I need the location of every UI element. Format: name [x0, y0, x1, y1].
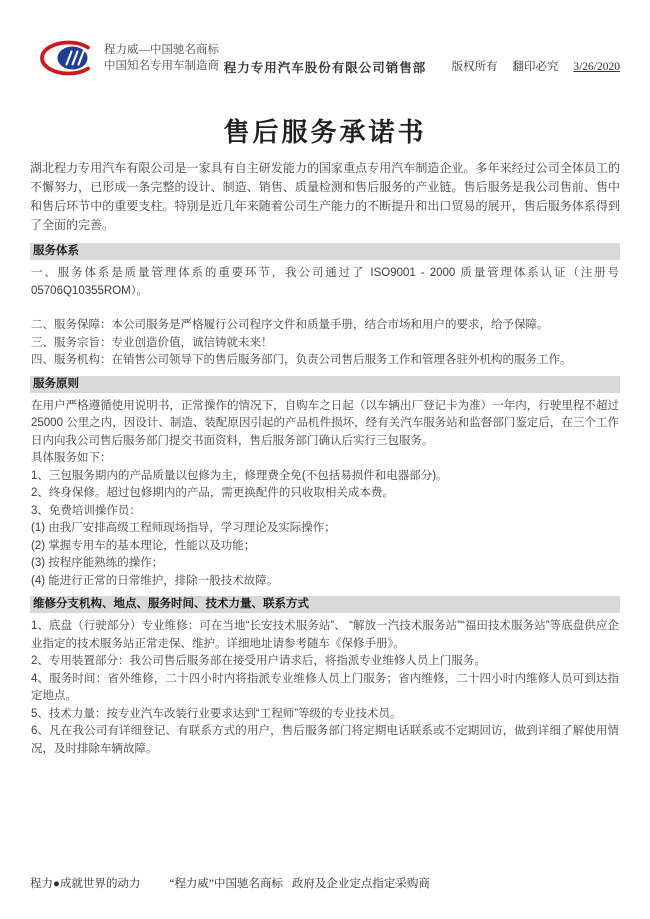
section-line: 6、凡在我公司有详细登记、有联系方式的用户，售后服务部门将定期电话联系或不定期回访，做到详细了解使用情况，及时排除车辆故障。: [31, 725, 619, 755]
page-title: 售后服务承诺书: [223, 117, 427, 147]
section-line: (2) 掌握专用车的基本理论，性能以及功能；: [31, 539, 256, 552]
section-heading-service-system: 服务体系: [30, 243, 620, 260]
section-line: 4、服务时间：省外维修，二十四小时内将指派专业维修人员上门服务；省内维修，二十四小时内维修人员可到达指定地点。: [31, 672, 619, 702]
section-line: 1、三包服务期内的产品质量以包修为主，修理费全免(不包括易损件和电器部分)。: [31, 469, 448, 482]
section-line: (3) 按程序能熟练的操作；: [31, 557, 164, 569]
document-body: [30, 112, 620, 764]
section-line: 四、服务机构：在销售公司领导下的售后服务部门，负责公司售后服务工作和管理各驻外机构的服务工作。: [31, 354, 572, 366]
section-line: 2、终身保修。超过包修期内的产品，需更换配件的只收取相关成本费。: [31, 487, 394, 499]
header-copyright: [440, 58, 620, 74]
section-line: 2、专用装置部分：我公司售后服务部在接受用户请求后，将指派专业维修人员上门服务。: [31, 655, 486, 667]
section-line: 1、底盘（行驶部分）专业维修：可在当地“长安技术服务站”、 “解放一汽技术服务站”“福田技术服务站”等底盘供应企业指定的技术服务站正常走保、维护。详细地址请参考随车《保修手册》。: [31, 620, 619, 650]
brand-line2: 中国知名专用车制造商: [104, 60, 219, 72]
no-reprint-label: 翻印必究: [512, 61, 559, 73]
section-service-system: [30, 260, 620, 376]
section-line: 二、服务保障：本公司服务是严格履行公司程序文件和质量手册，结合市场和用户的要求，给予保障。: [31, 319, 549, 331]
section-repair-branches: [30, 613, 620, 764]
principles-paragraph: 在用户严格遵循使用说明书，正常操作的情况下，自购车之日起（以车辆出厂登记卡为准）一年内，行驶里程不超过 25000 公里之内，因设计、制造、装配原因引起的产品机件损坏，经有关汽车服务站和监督部门鉴定后，在三个工作日内向我公司售后服务部门提交书面资料，售后服务部门确认后实行三包服务。: [31, 399, 619, 447]
principles-subheading: 具体服务如下：: [31, 452, 112, 464]
intro-paragraph: 湖北程力专用汽车有限公司是一家具有自主研发能力的国家重点专用汽车制造企业。多年来经过公司全体员工的不懈努力，已形成一条完整的设计、制造、销售、质量检测和售后服务的产业链。售后服务是我公司售前、售中和售后环节中的重要支柱。特别是近几年来随着公司生产能力的不断提升和出口贸易的展开，售后服务体系得到了全面的完善。: [30, 161, 620, 232]
section-service-principles: [30, 393, 620, 597]
footer-procurement: 政府及企业定点指定采购商: [291, 878, 430, 890]
footer-slogan: 程力●成就世界的动力: [30, 878, 141, 890]
section-heading-repair-branches: 维修分支机构、地点、服务时间、技术力量、联系方式: [30, 596, 620, 613]
section-line: (4) 能进行正常的日常维护，排除一般技术故障。: [31, 574, 279, 587]
copyright-label: 版权所有: [451, 61, 498, 73]
section-heading-service-principles: 服务原则: [30, 376, 620, 393]
footer-trademark: “程力威”中国驰名商标: [169, 878, 284, 890]
section-line: 3、免费培训操作员：: [31, 504, 141, 517]
section-line: 一、服务体系是质量管理体系的重要环节，我公司通过了 ISO9001 - 2000 质量管理体系认证（注册号 05706Q10355ROM）。: [31, 267, 619, 297]
section-line: 5、技术力量：按专业汽车改装行业要求达到“工程师”等级的专业技术员。: [31, 707, 402, 720]
section-line: 三、服务宗旨：专业创造价值，诚信铸就未来！: [31, 336, 273, 349]
section-line: (1) 由我厂安排高级工程师现场指导，学习理论及实际操作；: [31, 522, 336, 534]
document-date: 3/26/2020: [573, 61, 620, 73]
page-footer: [30, 875, 430, 891]
brand-line1: 程力威—中国驰名商标: [104, 44, 219, 56]
header-department: 程力专用汽车股份有限公司销售部: [223, 61, 427, 75]
